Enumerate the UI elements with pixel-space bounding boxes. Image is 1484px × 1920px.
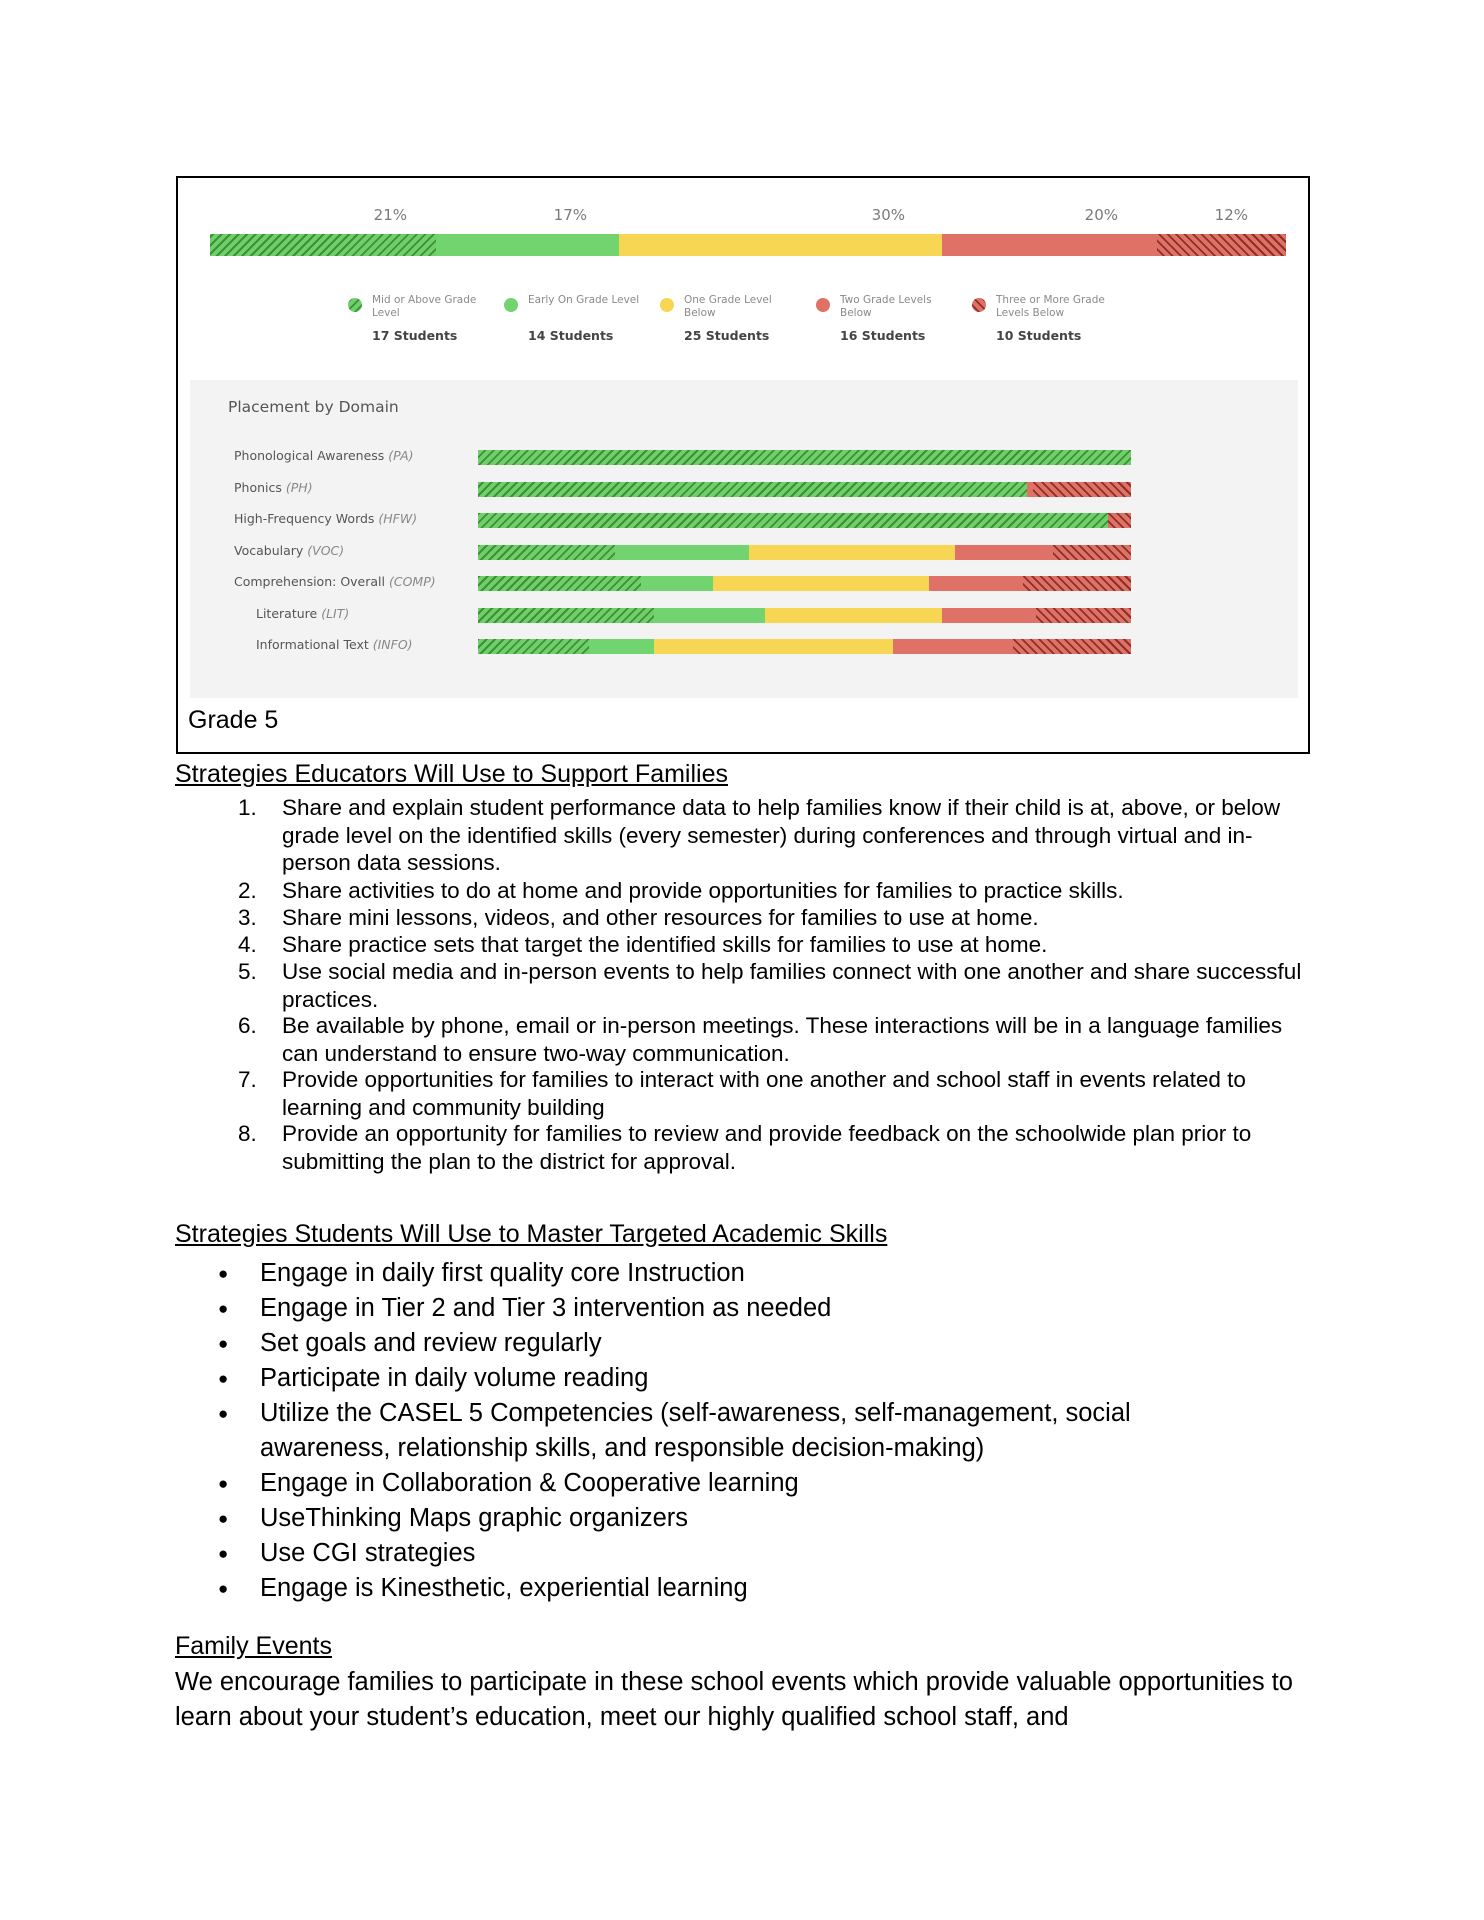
legend-item	[348, 294, 504, 343]
domain-segment	[478, 513, 1108, 528]
domain-stacked-bar	[478, 482, 1131, 497]
domain-segment	[1033, 482, 1131, 497]
domain-segment	[1108, 513, 1131, 528]
legend-swatch-icon	[972, 298, 986, 312]
legend-item	[972, 294, 1128, 343]
bullet-icon: ●	[218, 1579, 229, 1598]
domain-abbreviation: (PH)	[285, 479, 313, 495]
legend-swatch-icon	[816, 298, 830, 312]
list-number: 3.	[238, 905, 257, 930]
legend-student-count: 25 Students	[684, 328, 770, 343]
family-events-paragraph: We encourage families to participate in these school events which provide valuable opportunities to learn about your student’s education, meet our highly qualified school staff, and	[175, 1668, 1293, 1731]
percent-label: 12%	[1214, 206, 1248, 224]
list-number: 1.	[238, 795, 257, 820]
domain-label	[234, 543, 344, 558]
domain-row	[190, 513, 1298, 529]
domain-name: Vocabulary	[234, 542, 308, 558]
domain-segment	[478, 545, 615, 560]
grade-placement-figure	[176, 176, 1310, 754]
list-text: Share practice sets that target the identified skills for families to use at home.	[282, 932, 1048, 957]
domain-segment	[1013, 639, 1131, 654]
domain-abbreviation: (COMP)	[388, 574, 436, 589]
percent-label: 20%	[1084, 206, 1118, 224]
domain-name: Literature	[256, 605, 322, 621]
domain-segment	[478, 450, 1131, 465]
bullet-icon: ●	[218, 1264, 229, 1283]
domain-segment	[1023, 576, 1131, 591]
domain-stacked-bar	[478, 576, 1131, 591]
percent-label: 21%	[373, 206, 407, 224]
domain-row	[190, 605, 1298, 624]
domain-name: Comprehension: Overall	[234, 574, 389, 589]
overall-placement-bar	[210, 234, 1286, 256]
list-text: Provide opportunities for families to interact with one another and school staff in events related to learning and community building	[282, 1067, 1246, 1120]
overall-segment	[942, 234, 1157, 256]
percent-label: 30%	[871, 206, 905, 224]
domain-segment	[641, 576, 713, 591]
legend-item	[816, 294, 972, 343]
legend-item	[660, 294, 816, 343]
domain-label	[256, 637, 413, 652]
placement-by-domain-panel	[190, 380, 1298, 698]
domain-label	[234, 574, 436, 589]
legend-swatch-icon	[348, 298, 362, 312]
domain-abbreviation: (INFO)	[372, 637, 413, 652]
domain-segment	[955, 545, 1053, 560]
bullet-icon: ●	[218, 1369, 229, 1388]
domain-name: High-Frequency Words	[234, 511, 379, 526]
domain-segment	[713, 576, 928, 591]
bullet-icon: ●	[218, 1404, 229, 1423]
domain-row	[190, 542, 1298, 561]
educators-heading: Strategies Educators Will Use to Support Families	[175, 760, 728, 788]
list-number: 7.	[238, 1067, 257, 1092]
domain-segment	[589, 639, 654, 654]
domain-segment	[893, 639, 1014, 654]
legend-student-count: 10 Students	[996, 328, 1082, 343]
overall-segment	[210, 234, 436, 256]
domain-segment	[749, 545, 955, 560]
domain-label	[234, 480, 313, 495]
bullet-icon: ●	[218, 1474, 229, 1493]
list-text: Share mini lessons, videos, and other resources for families to use at home.	[282, 905, 1039, 930]
overall-segment	[436, 234, 619, 256]
list-text: Share activities to do at home and provide opportunities for families to practice skills.	[282, 878, 1124, 903]
legend-student-count: 17 Students	[372, 328, 458, 343]
legend-swatch-icon	[504, 298, 518, 312]
domain-name: Phonological Awareness	[234, 448, 389, 463]
domain-segment	[478, 608, 654, 623]
domain-segment	[615, 545, 749, 560]
legend-student-count: 14 Students	[528, 328, 614, 343]
domain-segment	[478, 482, 1027, 497]
domain-segment	[654, 639, 892, 654]
domain-segment	[478, 639, 589, 654]
legend-label: One Grade Level Below	[684, 294, 772, 319]
domain-abbreviation: (PA)	[388, 448, 414, 463]
legend-student-count: 16 Students	[840, 328, 926, 343]
list-text: Provide an opportunity for families to review and provide feedback on the schoolwide plan prior to submitting the plan to the district for approval.	[282, 1121, 1252, 1174]
legend-label: Three or More Grade Levels Below	[996, 294, 1105, 319]
domain-segment	[478, 576, 641, 591]
domain-row	[190, 479, 1298, 498]
domain-name: Informational Text	[256, 637, 373, 652]
domain-name: Phonics	[234, 479, 286, 495]
domain-abbreviation: (LIT)	[321, 605, 350, 621]
figure-caption: Grade 5	[188, 706, 279, 734]
bullet-icon: ●	[218, 1509, 229, 1528]
legend-label: Early On Grade Level	[528, 294, 640, 306]
domain-segment	[765, 608, 941, 623]
list-text: Use social media and in-person events to help families connect with one another and share successful practices.	[282, 959, 1302, 1012]
list-text: Utilize the CASEL 5 Competencies (self-awareness, self-management, social awareness, relationship skills, and responsible decision-making)	[260, 1399, 1131, 1462]
domain-stacked-bar	[478, 450, 1131, 465]
bullet-icon: ●	[218, 1299, 229, 1318]
domain-panel-title: Placement by Domain	[228, 398, 399, 416]
list-text: Engage is Kinesthetic, experiential learning	[260, 1574, 748, 1602]
list-text: Engage in Tier 2 and Tier 3 intervention as needed	[260, 1294, 832, 1322]
domain-row	[190, 576, 1298, 592]
list-text: Participate in daily volume reading	[260, 1364, 649, 1392]
overall-segment	[1157, 234, 1286, 256]
bullet-icon: ●	[218, 1334, 229, 1353]
domain-stacked-bar	[478, 513, 1131, 528]
domain-label	[256, 606, 349, 621]
domain-stacked-bar	[478, 545, 1131, 560]
placement-legend	[348, 294, 1128, 343]
list-text: Be available by phone, email or in-person meetings. These interactions will be in a language families can understand to ensure two-way communication.	[282, 1013, 1283, 1066]
domain-label	[234, 511, 417, 526]
domain-segment	[929, 576, 1024, 591]
overall-segment	[619, 234, 942, 256]
domain-label	[234, 448, 414, 463]
list-text: UseThinking Maps graphic organizers	[260, 1504, 689, 1532]
legend-label: Two Grade Levels Below	[840, 294, 932, 319]
domain-segment	[654, 608, 765, 623]
list-number: 5.	[238, 959, 257, 984]
legend-label: Mid or Above Grade Level	[372, 294, 477, 319]
list-number: 8.	[238, 1121, 257, 1146]
list-text: Use CGI strategies	[260, 1539, 476, 1567]
list-number: 6.	[238, 1013, 257, 1038]
bullet-icon: ●	[218, 1544, 229, 1563]
list-text: Share and explain student performance data to help families know if their child is at, above, or below grade level on the identified skills (every semester) during conferences and through virtual and in-person data sessions.	[282, 795, 1281, 875]
family-events-heading: Family Events	[175, 1632, 332, 1660]
percent-label: 17%	[553, 206, 587, 224]
list-number: 4.	[238, 932, 257, 957]
domain-abbreviation: (HFW)	[378, 511, 418, 526]
domain-stacked-bar	[478, 639, 1131, 654]
list-number: 2.	[238, 878, 257, 903]
legend-swatch-icon	[660, 298, 674, 312]
domain-segment	[942, 608, 1037, 623]
list-text: Engage in daily first quality core Instruction	[260, 1259, 745, 1287]
students-heading: Strategies Students Will Use to Master Targeted Academic Skills	[175, 1220, 888, 1248]
domain-row	[190, 639, 1298, 655]
legend-item	[504, 294, 660, 343]
list-text: Set goals and review regularly	[260, 1329, 602, 1357]
domain-abbreviation: (VOC)	[307, 542, 345, 558]
domain-segment	[1036, 608, 1131, 623]
domain-segment	[1053, 545, 1131, 560]
domain-row	[190, 450, 1298, 466]
list-text: Engage in Collaboration & Cooperative learning	[260, 1469, 799, 1497]
domain-stacked-bar	[478, 608, 1131, 623]
